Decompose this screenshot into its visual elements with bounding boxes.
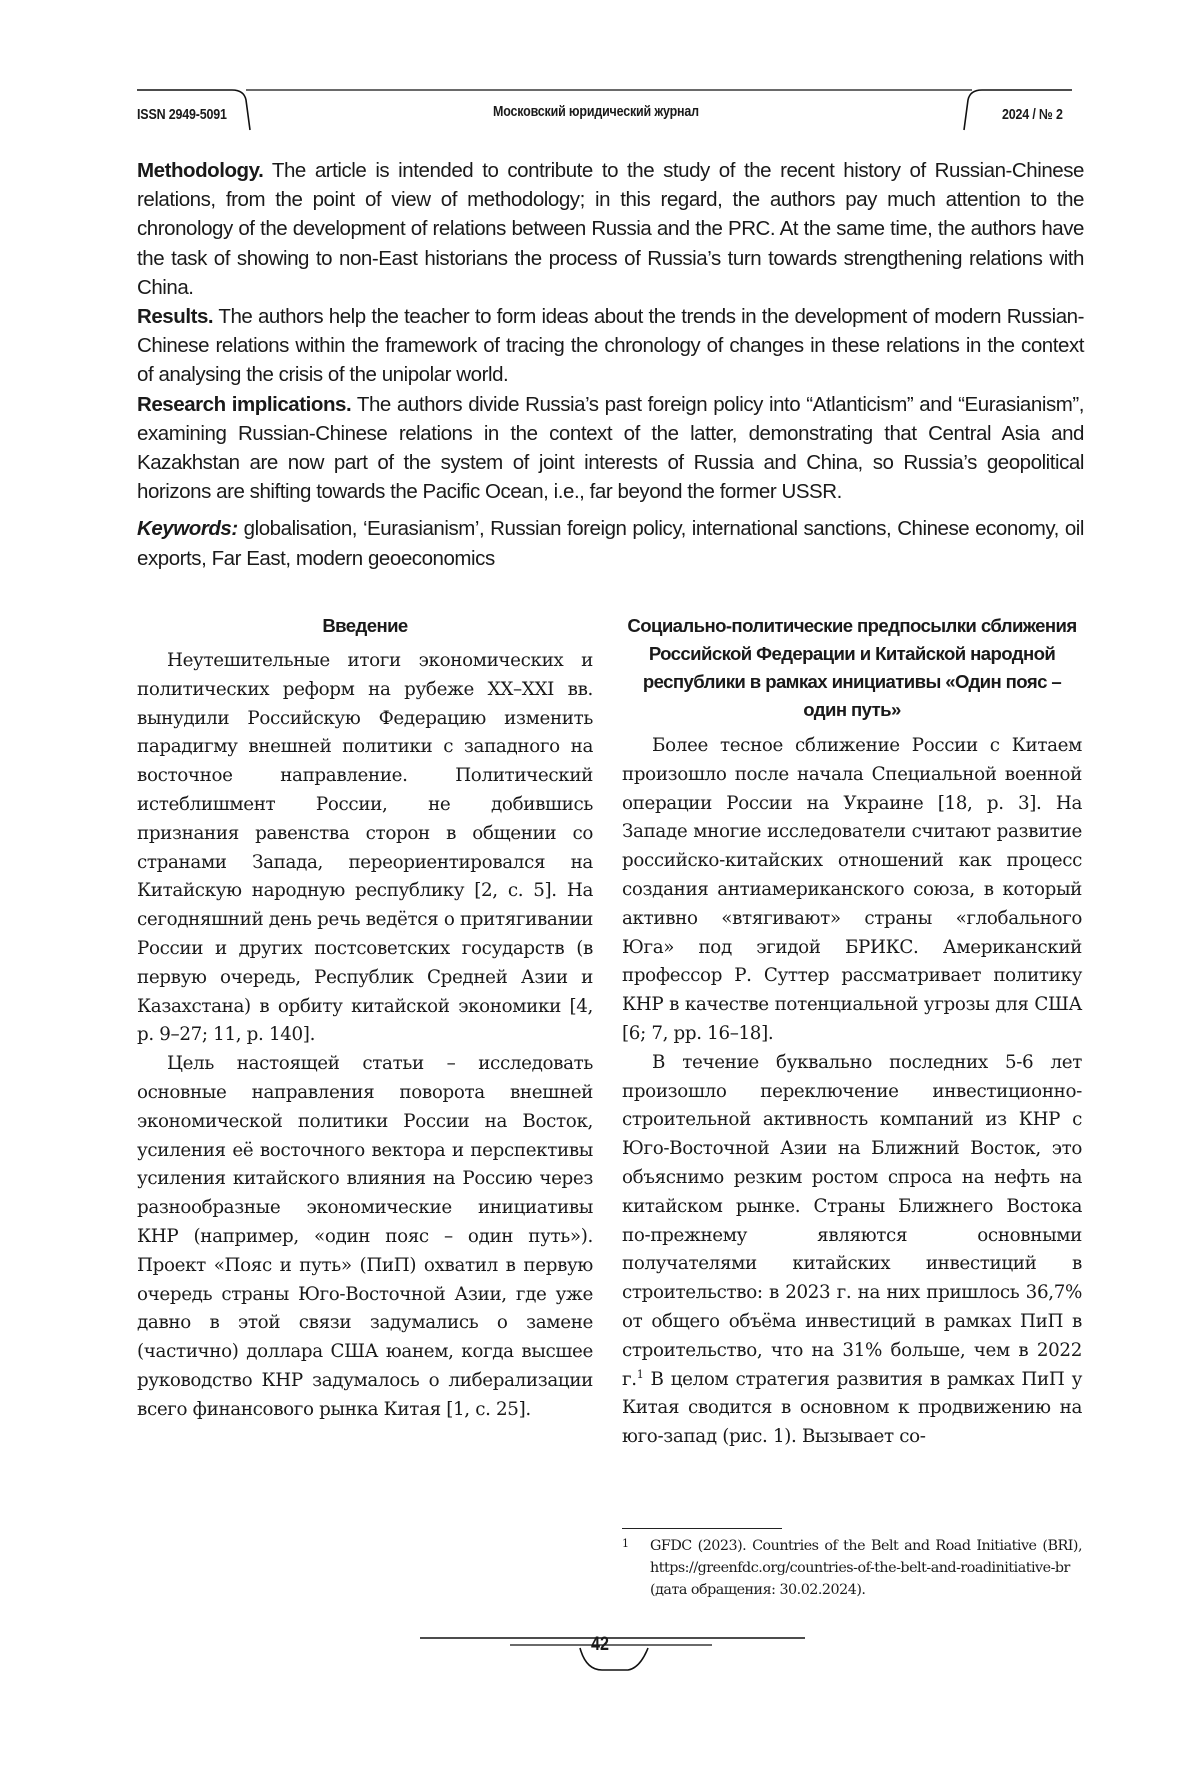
footnote-separator — [622, 1528, 782, 1529]
footnote-ref[interactable]: 1 — [636, 1367, 644, 1381]
results-label: Results. — [137, 305, 214, 329]
footnote-number: 1 — [622, 1537, 629, 1550]
body-paragraph: Неутешительные итоги экономических и политических реформ на рубеже XX–XXI вв. вынудили Российскую Федерацию изменить парадигму внешней политики с западного на восточное направление. Политический истеблишмент России, не добившись признания равенства сторон в общении со странами Запада, переориентировался на Китайскую народную республику [2, с. 5]. На сегодняшний день речь ведётся о притягивании России и других постсоветских государств (в первую очередь, Республик Средней Азии и Казахстана) в орбиту китайской экономики [4, p. 9–27; 11, p. 140]. — [137, 650, 593, 1046]
footnote-text: GFDC (2023). Countries of the Belt and Road Initiative (BRI), https://greenfdc.org/countries-of-the-belt-and-roadinitiative-br (дата обращения: 30.02.2024). — [650, 1538, 1082, 1598]
keywords-paragraph — [137, 514, 1084, 572]
section-heading-preconditions: Социально-политические предпосылки сближения Российской Федерации и Китайской народной республики в рамках инициативы «Один пояс – один путь» — [627, 615, 1077, 720]
implications-text: The authors divide Russia’s past foreign policy into “Atlanticism” and “Eurasianism”, examining Russian-Chinese relations in the context of the latter, demonstrating that Central Asia and Kazakhstan are now part of the system of joint interests of Russia and China, so Russia’s geopolitical horizons are shifting towards the Pacific Ocean, i.e., far beyond the former USSR. — [137, 392, 1084, 504]
page-number: 42 — [591, 1634, 609, 1655]
running-header — [0, 0, 1200, 150]
methodology-paragraph — [137, 156, 1084, 302]
body-paragraph — [622, 1049, 1082, 1452]
body-text: В течение буквально последних 5-6 лет произошло переключение инвестиционно-строительной активность компаний из КНР с Юго-Восточной Азии на Ближний Восток, это объяснимо резким ростом спроса на нефть на китайском рынке. Страны Ближнего Востока по-прежнему являются основными получателями китайских инвестиций в строительство: в 2023 г. на них пришлось 36,7% от общего объёма инвестиций в рамках ПиП в строительство, что на 31% больше, чем в 2022 г. — [622, 1051, 1082, 1390]
results-text: The authors help the teacher to form ideas about the trends in the development of modern Russian-Chinese relations within the framework of tracing the chronology of changes in these relations in the context of analysing the crisis of the unipolar world. — [137, 305, 1084, 387]
right-column — [622, 612, 1082, 1452]
methodology-label: Methodology. — [137, 159, 264, 182]
footnote — [622, 1535, 1082, 1601]
implications-paragraph — [137, 390, 1084, 507]
methodology-text: The article is intended to contribute to the study of the recent history of Russian-Chinese relations, from the point of view of methodology; in this regard, the authors pay much attention to the chronology of the development of relations between Russia and the PRC. At the same time, the authors have the task of showing to non-East historians the process of Russia’s turn towards strengthening relations with China. — [137, 159, 1084, 299]
journal-title: Московский юридический журнал — [493, 104, 699, 120]
issn: ISSN 2949-5091 — [137, 107, 227, 123]
left-column — [137, 612, 593, 1425]
abstract — [137, 156, 1084, 573]
section-heading-intro: Введение — [322, 615, 408, 636]
body-text: В целом стратегия развития в рамках ПиП у Китая сводится в основном к продвижению на юго-запад (рис. 1). Вызывает со- — [622, 1368, 1082, 1448]
results-paragraph — [137, 302, 1084, 390]
body-paragraph: Более тесное сближение России с Китаем произошло после начала Специальной военной операции России на Украине [18, p. 3]. На Западе многие исследователи считают развитие российско-китайских отношений как процесс создания антиамериканского союза, в который активно «втягивают» страны «глобального Юга» под эгидой БРИКС. Американский профессор Р. Суттер рассматривает политику КНР в качестве потенциальной угрозы для США [6; 7, pp. 16–18]. — [622, 735, 1082, 1044]
keywords-text: globalisation, ‘Eurasianism’, Russian foreign policy, international sanctions, Chinese economy, oil exports, Far East, modern geoeconomics — [137, 517, 1084, 570]
header-frame — [0, 0, 1200, 150]
keywords-label: Keywords: — [137, 517, 238, 541]
body-paragraph: Цель настоящей статьи – исследовать основные направления поворота внешней экономической политики России на Восток, усиления её восточного вектора и перспективы усиления китайского влияния на Россию через разнообразные экономические инициативы КНР (например, «один пояс – один путь»). Проект «Пояс и путь» (ПиП) охватил в первую очередь страны Юго-Восточной Азии, где уже давно в этой связи задумались о замене (частично) доллара США юанем, когда высшее руководство КНР задумалось о либерализации всего финансового рынка Китая [1, с. 25]. — [137, 1053, 593, 1420]
implications-label: Research implications. — [137, 392, 352, 416]
issue-number: 2024 / № 2 — [1002, 107, 1063, 123]
